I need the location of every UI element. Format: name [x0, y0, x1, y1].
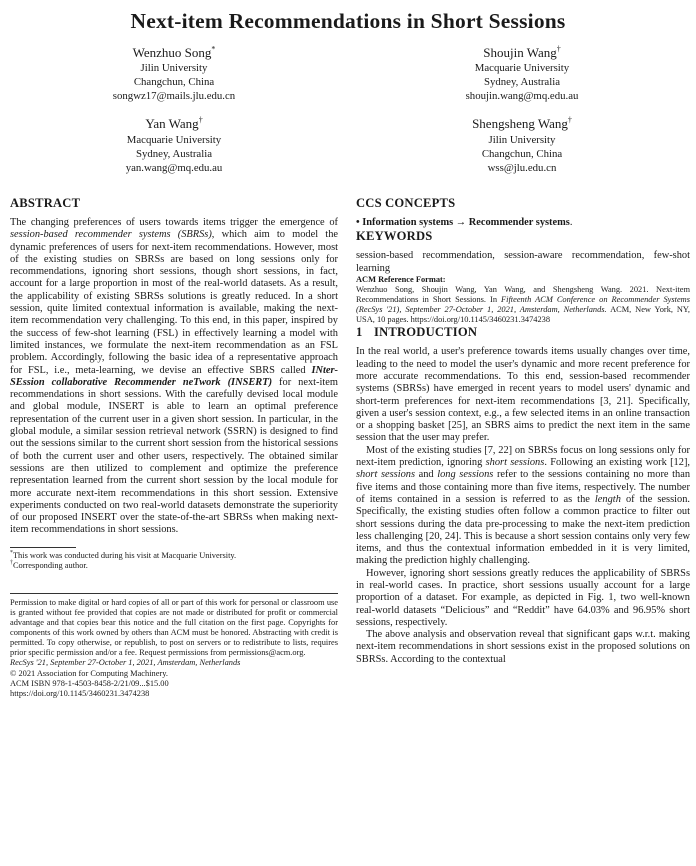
author-card	[0, 45, 348, 103]
section-title: INTRODUCTION	[374, 325, 478, 340]
author-card	[348, 45, 696, 103]
author-location: Sydney, Australia	[483, 76, 561, 89]
keywords-heading: KEYWORDS	[356, 229, 433, 244]
introduction-heading	[356, 325, 690, 340]
author-affiliation: Macquarie University	[474, 62, 570, 75]
footnote-divider	[10, 547, 76, 548]
intro-paragraph-2: Most of the existing studies [7, 22] on SBRSs focus on long sessions only for next-item prediction, ignoring short sessions. Following an existing work [12], short sessions and long sessions refer to the sessions containing no more than five items and those containing more than five items, respectively. The number of items contained in a session is referred to as the length of the session. Specifically, the existing studies often follow a common practice to filter out short sessions during the data pre-processing to make the next-item prediction less challenging [20, 24]. This is because a short session contains only very few items, and thus the contextual information embedded in it is very limited, making the prediction highly challenging.	[356, 444, 691, 567]
author-email: wss@jlu.edu.cn	[487, 161, 557, 174]
acm-reference-label: ACM Reference Format:	[356, 274, 446, 284]
author-name: Shoujin Wang†	[483, 44, 561, 60]
copyright-divider	[10, 593, 338, 594]
acm-reference-text: Wenzhuo Song, Shoujin Wang, Yan Wang, and Shengsheng Wang. 2021. Next-item Recommendations in Short Sessions. In Fifteenth ACM Conference on Recommender Systems (RecSys '21), September 27-October 1, 2021, Amsterdam, Netherlands. ACM, New York, NY, USA, 10 pages. https://doi.org/10.1145/3460231.3474238	[356, 284, 690, 325]
author-card	[0, 116, 348, 174]
author-footnote-marker: †	[567, 116, 572, 126]
right-column	[356, 196, 690, 666]
paper-title: Next-item Recommendations in Short Sessions	[130, 9, 566, 33]
ccs-heading: CCS CONCEPTS	[356, 196, 456, 210]
author-footnote-marker: *	[211, 44, 216, 54]
abstract-text: The changing preferences of users towards items trigger the emergence of session-based recommender systems (SBRSs), which aim to model the dynamic preferences of users for next-item recommendations. However, most of the existing studies on SBRSs are based on long sessions only for recommendations, ignoring short sessions, though short sessions, in fact, account for a large proportion in most of the real-world datasets. As a result, the applicability of existing SBRSs solutions is greatly reduced. In a short session, quite limited contextual information is available, making the next-item recommendation very challenging. To this end, in this paper, inspired by the success of few-shot learning (FSL) in effectively learning a model with limited instances, we formulate the next-item recommendation as an FSL problem. Accordingly, following the basic idea of a representative approach for FSL, i.e., meta-learning, we devise an effective SBRS called INter-SEssion collaborative Recommender neTwork (INSERT) for next-item recommendations in short sessions. With the carefully devised local module and global module, INSERT is able to learn an optimal preference representation of the current user in a given short session. In particular, in the global module, a similar session retrieval network (SSRN) is designed to find out the sessions similar to the current short session from the historical sessions of both the current user and other users, respectively. The obtained similar sessions are then utilized to complement and optimize the preference representation learned from the current short session by the local module for more accurate next-item recommendations in this short session. Extensive experiments conducted on two real-world datasets demonstrate the superiority of our proposed INSERT over the state-of-the-art SBRSs when making next-item recommendations in short sessions.	[10, 217, 338, 536]
footnote-corresponding: †Corresponding author.	[10, 560, 88, 570]
permission-statement: Permission to make digital or hard copies of all or part of this work for personal or classroom use is granted without fee provided that copies are not made or distributed for profit or commercial advantage and that copies bear this notice and the full citation on the first page. Copyrights for components of this work owned by others than ACM must be honored. Abstracting with credit is permitted. To copy otherwise, or republish, to post on servers or to redistribute to lists, requires prior specific permission and/or a fee. Request permissions from permissions@acm.org.	[10, 597, 338, 658]
author-block	[0, 45, 696, 175]
abstract-heading: ABSTRACT	[10, 196, 81, 210]
left-column	[10, 196, 338, 699]
copyright-line: © 2021 Association for Computing Machinery.	[10, 668, 168, 678]
ccs-concepts-text: • Information systems → Recommender systems.	[356, 217, 573, 228]
author-name: Wenzhuo Song*	[132, 44, 216, 60]
author-affiliation: Macquarie University	[126, 133, 222, 146]
intro-paragraph-3: However, ignoring short sessions greatly reduces the applicability of SBRSs in real-world cases. In practice, short sessions usually account for a large proportion of a dataset. For example, as depicted in Fig. 1, two well-known real-world datasets “Delicious” and “Reddit” have 64.03% and 96.95% short sessions, respectively.	[356, 567, 690, 628]
intro-paragraph-4: The above analysis and observation reveal that significant gaps w.r.t. making next-item recommendations in short sessions exist in the proposed solutions on SBRSs. According to the contextual	[356, 629, 690, 665]
doi-line: https://doi.org/10.1145/3460231.3474238	[10, 688, 150, 698]
author-affiliation: Jilin University	[488, 133, 556, 146]
section-number: 1	[356, 325, 363, 340]
author-email: yan.wang@mq.edu.au	[125, 161, 223, 174]
intro-paragraph-1: In the real world, a user's preference towards items usually changes over time, leading to the need to model the user's dynamic and more recent preference for more accurate recommendations. To this end, session-based recommender systems (SBRSs) have emerged in recent years to model users' dynamic and short-term preferences for next-item recommendations [3, 21]. Specifically, given a user's session context, e.g., a few selected items in an online transaction or a shopping basket [25], an SBRS aims to predict the next item in the same session that the user may prefer.	[356, 346, 690, 444]
keywords-text: session-based recommendation, session-aware recommendation, few-shot learning	[356, 250, 690, 274]
conference-line: RecSys '21, September 27-October 1, 2021, Amsterdam, Netherlands	[10, 658, 241, 668]
isbn-line: ACM ISBN 978-1-4503-8458-2/21/09...$15.00	[10, 678, 169, 688]
author-name: Shengsheng Wang†	[472, 116, 572, 132]
copyright-block	[10, 593, 338, 699]
author-card	[348, 116, 696, 174]
author-name: Yan Wang†	[145, 116, 203, 132]
author-affiliation: Jilin University	[140, 62, 208, 75]
author-location: Changchun, China	[481, 147, 563, 160]
author-email: songwz17@mails.jlu.edu.cn	[112, 90, 236, 103]
author-email: shoujin.wang@mq.edu.au	[465, 90, 579, 103]
author-location: Changchun, China	[133, 76, 215, 89]
author-footnote-marker: †	[556, 44, 561, 54]
author-location: Sydney, Australia	[135, 147, 213, 160]
author-footnote-marker: †	[198, 116, 203, 126]
footnote-visit: *This work was conducted during his visit at Macquarie University.	[10, 549, 237, 560]
